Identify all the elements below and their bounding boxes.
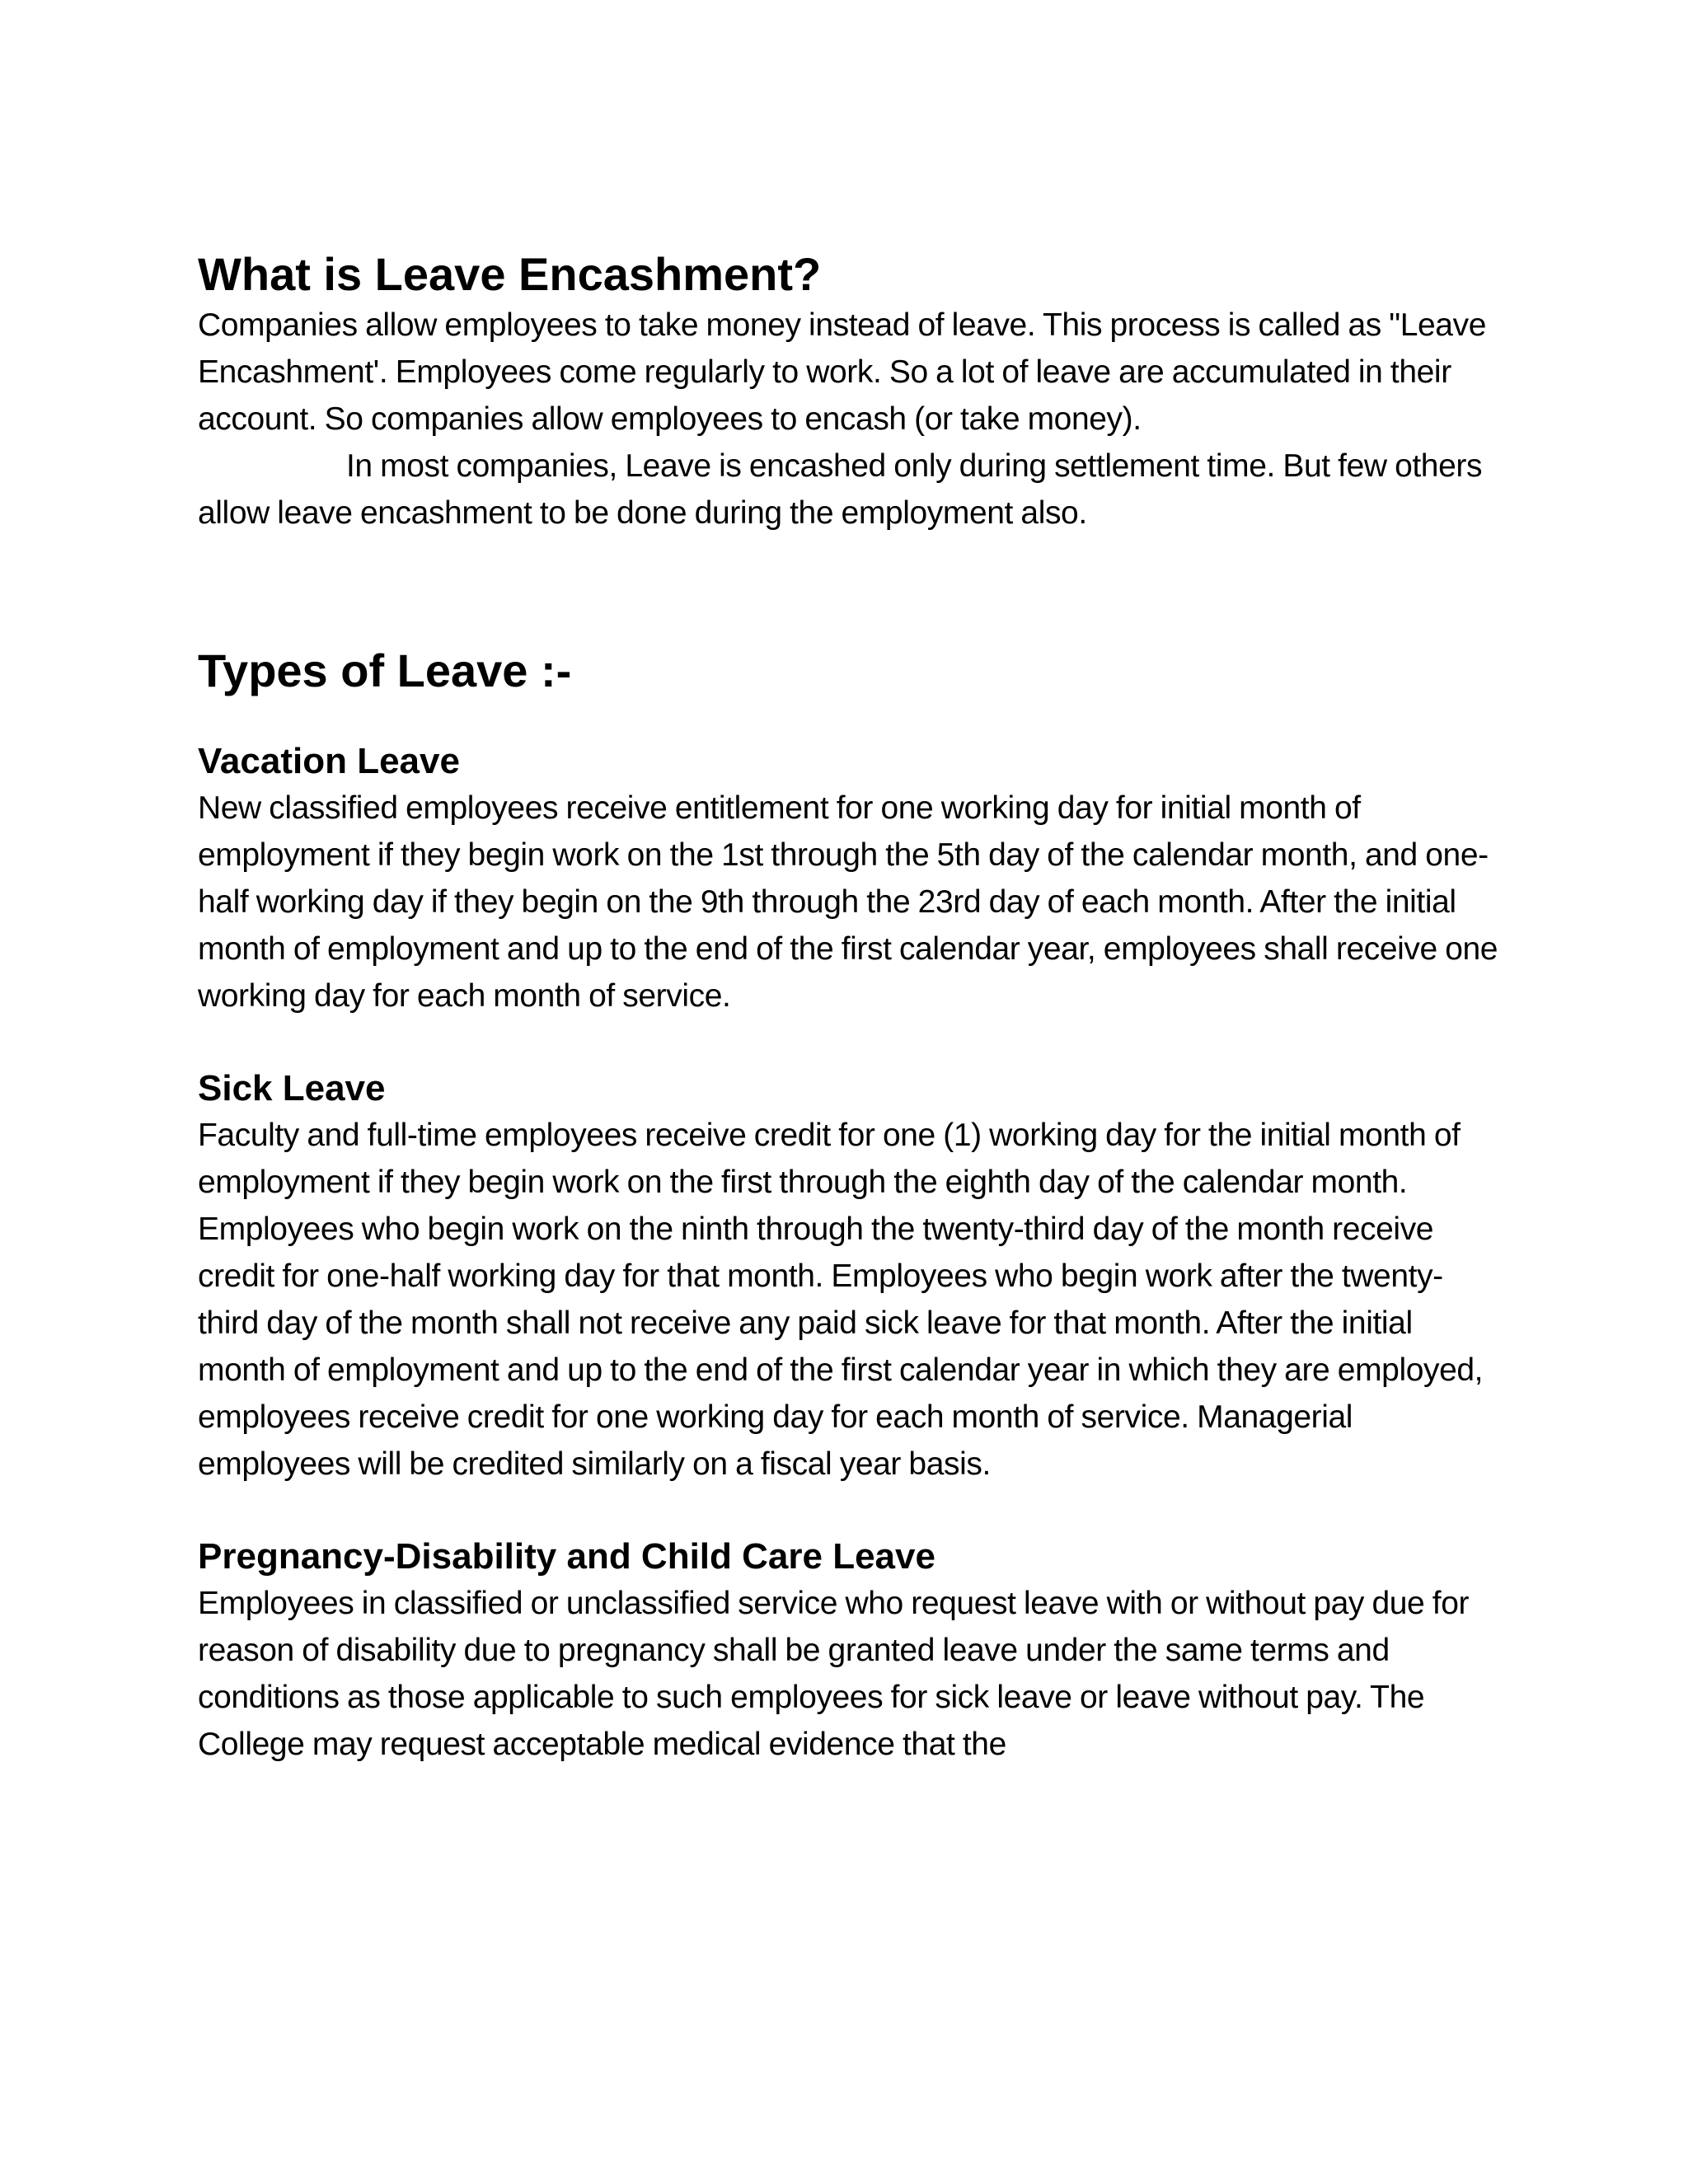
vacation-leave-paragraph: New classified employees receive entitlement for one working day for initial month of employment if they begin work on the 1st through the 5th day of the calendar month, and one-half working day if they begin on the 9th through the 23rd day of each month. After the initial month of employment and up to the end of the first calendar year, employees shall receive one working day for each month of service.: [198, 790, 1498, 1014]
sick-leave-paragraph: Faculty and full-time employees receive credit for one (1) working day for the initial month of employment if they begin work on the first through the eighth day of the calendar month. Employees who begin work on the ninth through the twenty-third day of the month receive credit for one-half working day for that month. Employees who begin work after the twenty-third day of the month shall not receive any paid sick leave for that month. After the initial month of employment and up to the end of the first calendar year in which they are employed, employees receive credit for one working day for each month of service. Managerial employees will be credited similarly on a fiscal year basis.: [198, 1118, 1484, 1482]
subheading-sick-leave: Sick Leave: [198, 1068, 386, 1108]
document-page: [198, 247, 1500, 1768]
section-title-types-of-leave: Types of Leave :-: [198, 644, 572, 696]
section-title-leave-encashment: What is Leave Encashment?: [198, 248, 822, 300]
subheading-vacation-leave: Vacation Leave: [198, 741, 460, 781]
pregnancy-leave-paragraph: Employees in classified or unclassified service who request leave with or without pay due for reason of disability due to pregnancy shall be granted leave under the same terms and conditions as those applicable to such employees for sick leave or leave without pay. The College may request acceptable medical evidence that the: [198, 1586, 1470, 1762]
subheading-pregnancy-leave: Pregnancy-Disability and Child Care Leave: [198, 1536, 935, 1577]
encashment-paragraph: Companies allow employees to take money instead of leave. This process is called as "Leave Encashment'. Employees come regularly to work. So a lot of leave are accumulated in their account. So companies allow employees to encash (or take money).: [198, 307, 1486, 437]
encashment-paragraph-2-text: In most companies, Leave is encashed only during settlement time. But few others allow leave encashment to be done during the employment also.: [198, 448, 1483, 531]
encashment-paragraph-indented: [198, 443, 1500, 537]
